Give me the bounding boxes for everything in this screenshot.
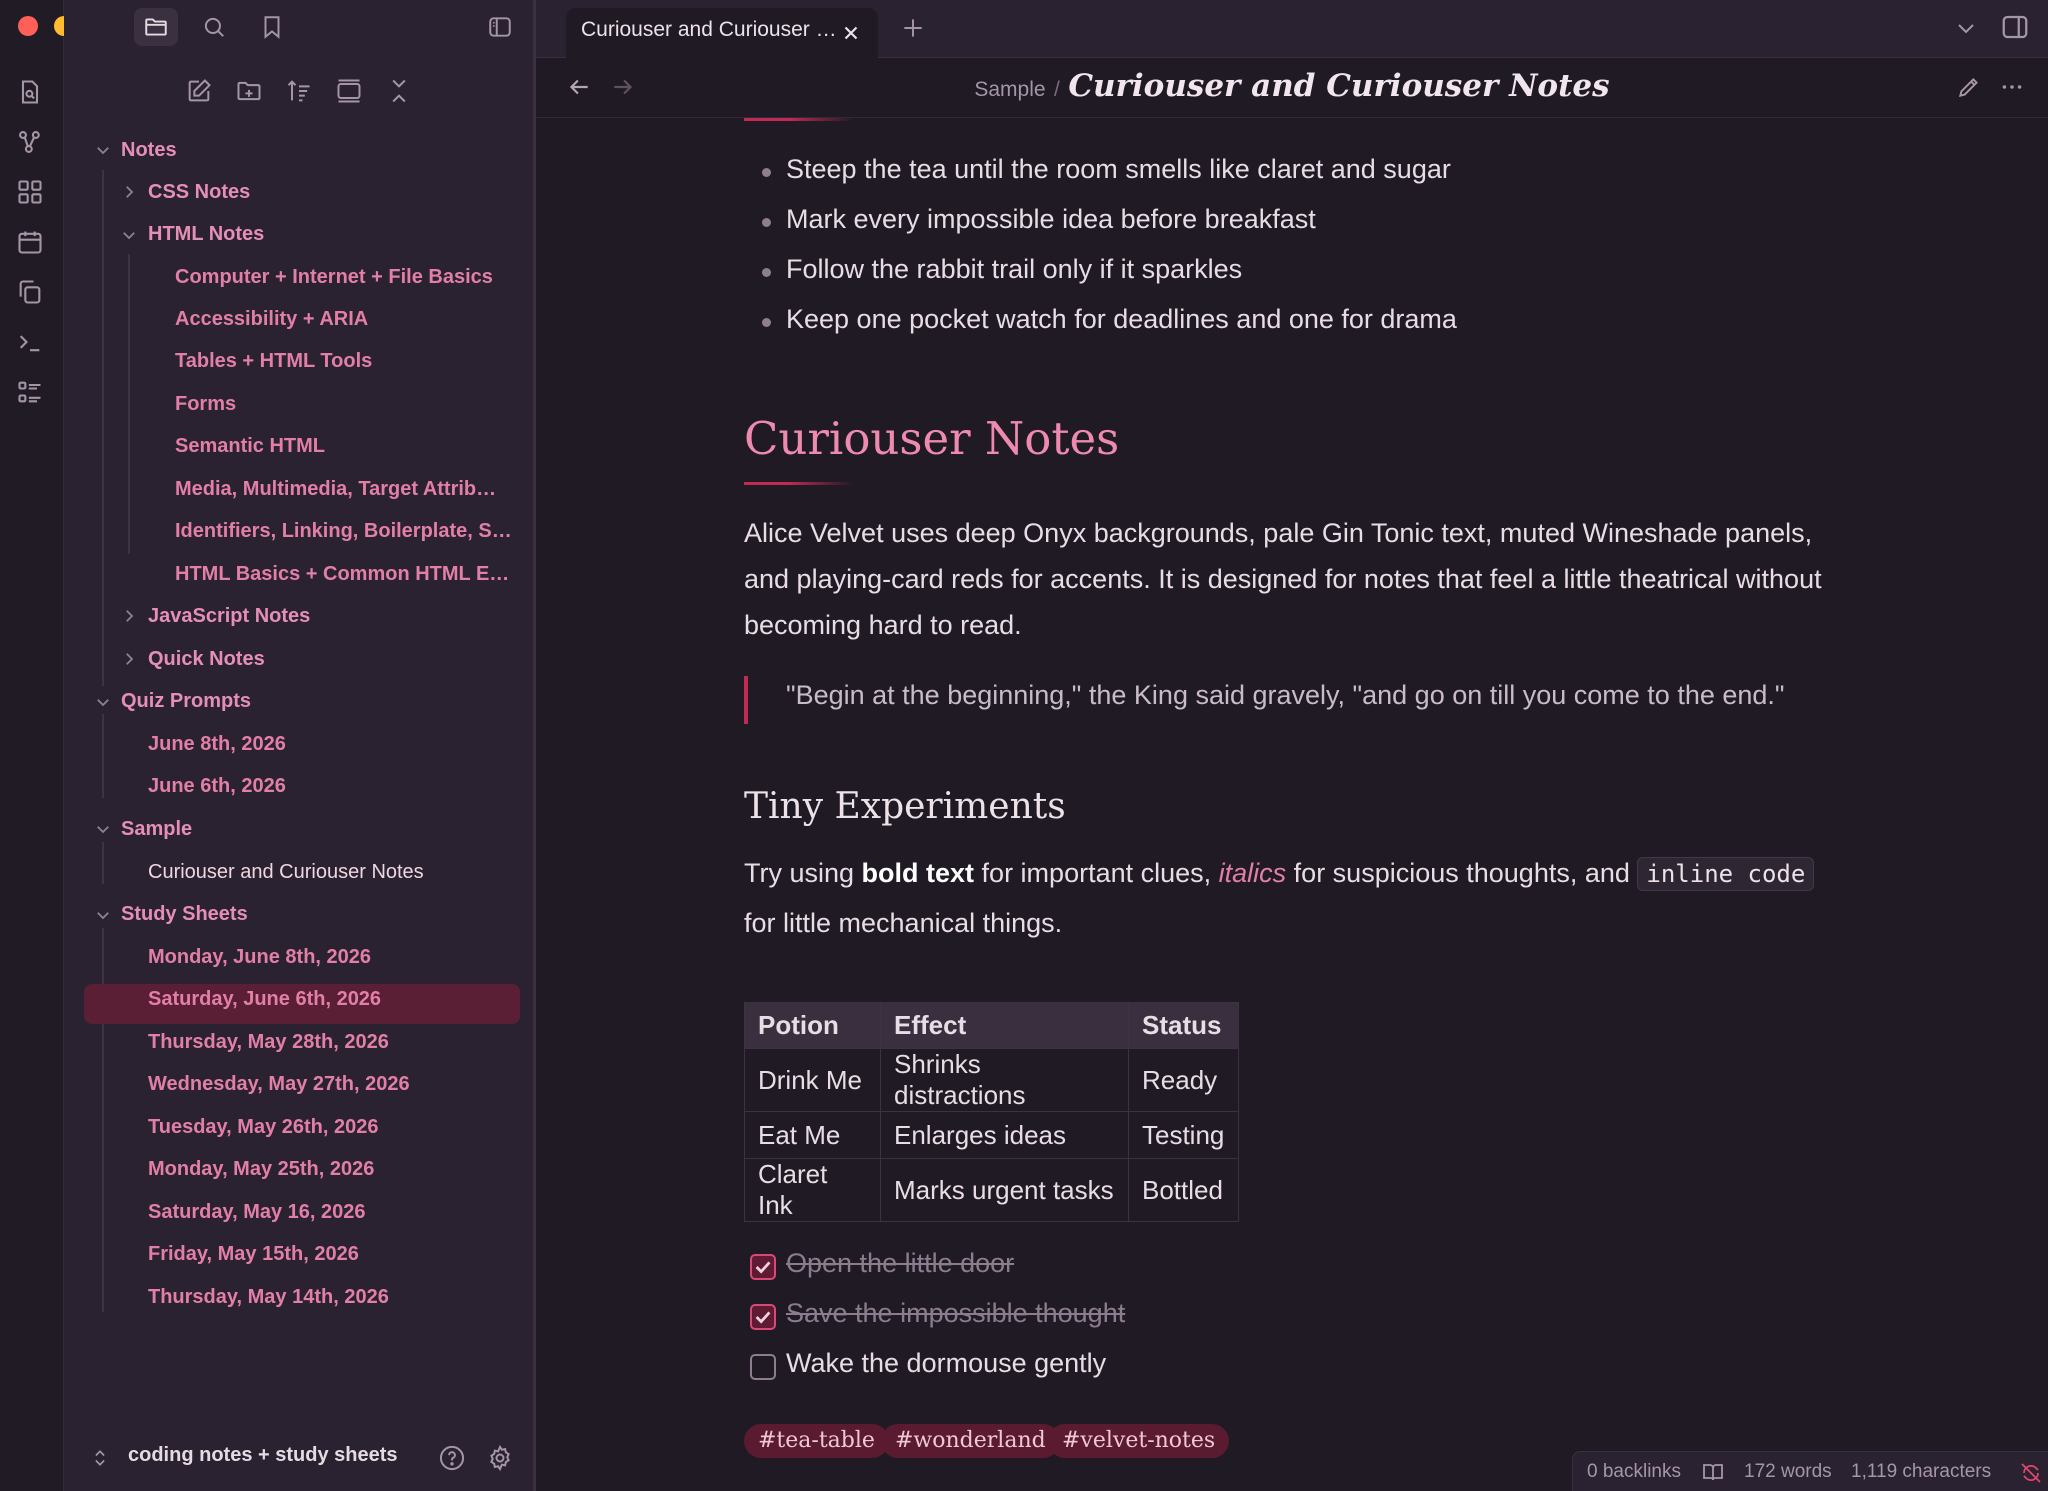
tree-file[interactable]: HTML Basics + Common HTML E… — [175, 563, 510, 585]
collapse-all-icon[interactable] — [382, 74, 416, 108]
view-header — [536, 58, 2048, 118]
tab-bar — [536, 0, 2048, 58]
table-cell: Marks urgent tasks — [881, 1159, 1129, 1222]
tree-file[interactable]: Friday, May 15th, 2026 — [148, 1243, 359, 1265]
outline-list-icon[interactable] — [14, 376, 46, 408]
tag-pill[interactable]: #tea-table — [744, 1424, 889, 1458]
bullet-dot — [762, 268, 771, 277]
table-cell: Enlarges ideas — [881, 1112, 1129, 1159]
folder-sample[interactable]: Sample — [121, 818, 193, 840]
tree-file[interactable]: Computer + Internet + File Basics — [175, 266, 493, 288]
chevron-right-icon[interactable] — [120, 607, 138, 625]
chevron-down-icon[interactable] — [94, 693, 112, 711]
left-ribbon — [0, 0, 64, 1491]
text: for important clues, — [974, 858, 1219, 888]
tree-file[interactable]: Saturday, May 16, 2026 — [148, 1201, 366, 1223]
graph-view-icon[interactable] — [14, 126, 46, 158]
tree-file[interactable]: Saturday, June 6th, 2026 — [148, 988, 382, 1010]
vault-name: coding notes + study sheets — [128, 1444, 398, 1466]
tab-active-note[interactable] — [566, 8, 878, 58]
bullet-dot — [762, 218, 771, 227]
editor-pane — [536, 0, 2048, 1491]
word-count: 172 words — [1744, 1461, 1832, 1482]
collapse-sidebar-icon[interactable] — [478, 8, 522, 46]
tag-pill[interactable]: #velvet-notes — [1048, 1424, 1229, 1458]
list-item: Mark every impossible idea before breakfast — [786, 204, 1316, 234]
chevron-down-icon[interactable] — [94, 820, 112, 838]
help-icon[interactable] — [438, 1444, 466, 1472]
table-header-row — [745, 1003, 1239, 1049]
tree-guide — [128, 254, 130, 554]
new-folder-icon[interactable] — [232, 74, 266, 108]
breadcrumb-separator: / — [1054, 78, 1060, 101]
tab-title: Curiouser and Curiouser … — [581, 18, 837, 41]
bullet-dot — [762, 168, 771, 177]
tree-file[interactable]: Tables + HTML Tools — [175, 350, 373, 372]
more-options-icon[interactable] — [1999, 74, 2025, 100]
breadcrumb — [536, 68, 2048, 104]
tree-guide — [102, 170, 104, 686]
folder-javascript-notes[interactable]: JavaScript Notes — [148, 605, 311, 627]
table-header: Status — [1129, 1003, 1239, 1049]
table-cell: Shrinks distractions — [881, 1049, 1129, 1112]
task-text: Wake the dormouse gently — [786, 1348, 1107, 1378]
table-row — [745, 1112, 1239, 1159]
text: Try using — [744, 858, 862, 888]
table-cell: Eat Me — [745, 1112, 881, 1159]
tree-file[interactable]: Forms — [175, 393, 237, 415]
table-row — [745, 1159, 1239, 1222]
open-quick-switcher-icon[interactable] — [14, 76, 46, 108]
table-cell: Claret Ink — [745, 1159, 881, 1222]
chevron-up-down-icon — [90, 1448, 110, 1468]
task-checkbox-unchecked[interactable] — [750, 1354, 776, 1380]
tree-file[interactable]: June 8th, 2026 — [148, 733, 286, 755]
files-folder-icon[interactable] — [134, 8, 178, 46]
chevron-down-icon[interactable] — [94, 906, 112, 924]
tree-file[interactable]: Media, Multimedia, Target Attrib… — [175, 478, 497, 500]
task-text: Open the little door — [786, 1248, 1015, 1278]
italic-text: italics — [1218, 858, 1287, 888]
vault-switcher[interactable] — [64, 1436, 536, 1480]
chevron-down-icon[interactable] — [94, 141, 112, 159]
tree-file-active[interactable]: Curiouser and Curiouser Notes — [148, 861, 424, 883]
auto-reveal-icon[interactable] — [332, 74, 366, 108]
table-cell: Drink Me — [745, 1049, 881, 1112]
tree-file[interactable]: Wednesday, May 27th, 2026 — [148, 1073, 410, 1095]
breadcrumb-parent[interactable]: Sample — [974, 78, 1046, 101]
close-window-button[interactable] — [18, 16, 38, 36]
sync-disabled-icon[interactable] — [2019, 1461, 2043, 1485]
paragraph: Alice Velvet uses deep Onyx backgrounds, pale Gin Tonic text, muted Wineshade panels, and playing-card reds for accents. It is designed for notes that feel a little theatrical without becoming hard to read. — [744, 518, 1822, 640]
list-item: Follow the rabbit trail only if it sparkles — [786, 254, 1243, 284]
daily-notes-calendar-icon[interactable] — [14, 226, 46, 258]
close-tab-icon[interactable] — [840, 22, 862, 44]
new-note-icon[interactable] — [182, 74, 216, 108]
bullet-dot — [762, 318, 771, 327]
heading-curiouser-notes: Curiouser Notes — [744, 412, 1120, 465]
sort-order-icon[interactable] — [282, 74, 316, 108]
tree-guide — [102, 842, 104, 884]
status-bar — [1572, 1451, 2048, 1491]
tree-file[interactable]: Thursday, May 14th, 2026 — [148, 1286, 389, 1308]
folder-css-notes[interactable]: CSS Notes — [148, 181, 251, 203]
search-icon[interactable] — [192, 8, 236, 46]
file-explorer-sidebar — [64, 0, 536, 1491]
command-palette-terminal-icon[interactable] — [14, 326, 46, 358]
character-count: 1,119 characters — [1851, 1461, 1992, 1482]
bold-text: bold text — [861, 858, 975, 888]
templates-copy-icon[interactable] — [14, 276, 46, 308]
task-text: Save the impossible thought — [786, 1298, 1126, 1328]
tree-guide — [102, 714, 104, 798]
tree-file[interactable]: June 6th, 2026 — [148, 775, 286, 797]
potion-table — [744, 1002, 1239, 1222]
tree-file[interactable]: Monday, June 8th, 2026 — [148, 946, 372, 968]
task-checkbox-checked[interactable] — [750, 1254, 776, 1280]
table-cell: Bottled — [1129, 1159, 1239, 1222]
settings-gear-icon[interactable] — [486, 1444, 514, 1472]
tree-file[interactable]: Tuesday, May 26th, 2026 — [148, 1116, 379, 1138]
folder-quiz-prompts[interactable]: Quiz Prompts — [121, 690, 252, 712]
formatting-line — [744, 858, 1814, 889]
table-header: Effect — [881, 1003, 1129, 1049]
bookmark-icon[interactable] — [250, 8, 294, 46]
heading-underline — [744, 118, 854, 121]
table-cell: Ready — [1129, 1049, 1239, 1112]
tree-file[interactable]: Semantic HTML — [175, 435, 326, 457]
reading-book-icon[interactable] — [1701, 1460, 1725, 1484]
table-cell: Testing — [1129, 1112, 1239, 1159]
tree-file[interactable]: Identifiers, Linking, Boilerplate, S… — [175, 520, 512, 542]
list-item: Keep one pocket watch for deadlines and one for drama — [786, 304, 1457, 334]
edit-pencil-icon[interactable] — [1956, 74, 1982, 100]
blockquote: "Begin at the beginning," the King said gravely, "and go on till you come to the end." — [786, 680, 1785, 710]
tree-file[interactable]: Accessibility + ARIA — [175, 308, 369, 330]
tree-file[interactable]: Monday, May 25th, 2026 — [148, 1158, 375, 1180]
blockquote-bar — [744, 676, 748, 724]
list-item: Steep the tea until the room smells like claret and sugar — [786, 154, 1451, 184]
chevron-down-icon[interactable] — [120, 226, 138, 244]
checkmark-icon — [752, 1256, 774, 1278]
right-sidebar-toggle-icon[interactable] — [2000, 12, 2030, 42]
table-header: Potion — [745, 1003, 881, 1049]
tree-file[interactable]: Thursday, May 28th, 2026 — [148, 1031, 389, 1053]
checkmark-icon — [752, 1306, 774, 1328]
table-row — [745, 1049, 1239, 1112]
backlinks-count[interactable]: 0 backlinks — [1587, 1461, 1681, 1482]
folder-quick-notes[interactable]: Quick Notes — [148, 648, 265, 670]
task-checkbox-checked[interactable] — [750, 1304, 776, 1330]
canvas-icon[interactable] — [14, 176, 46, 208]
tab-list-chevron-icon[interactable] — [1954, 16, 1978, 40]
folder-notes[interactable]: Notes — [121, 139, 177, 161]
new-tab-plus-icon[interactable] — [900, 15, 926, 41]
formatting-line-end: for little mechanical things. — [744, 908, 1063, 938]
text: for suspicious thoughts, and — [1286, 858, 1638, 888]
chevron-right-icon[interactable] — [120, 650, 138, 668]
tag-pill[interactable]: #wonderland — [881, 1424, 1060, 1458]
inline-code: inline code — [1637, 857, 1814, 891]
folder-study-sheets[interactable]: Study Sheets — [121, 903, 248, 925]
note-title[interactable]: Curiouser and Curiouser Notes — [1068, 68, 1610, 104]
chevron-right-icon[interactable] — [120, 183, 138, 201]
heading-underline — [744, 482, 854, 485]
heading-tiny-experiments: Tiny Experiments — [744, 786, 1066, 827]
folder-html-notes[interactable]: HTML Notes — [148, 223, 265, 245]
